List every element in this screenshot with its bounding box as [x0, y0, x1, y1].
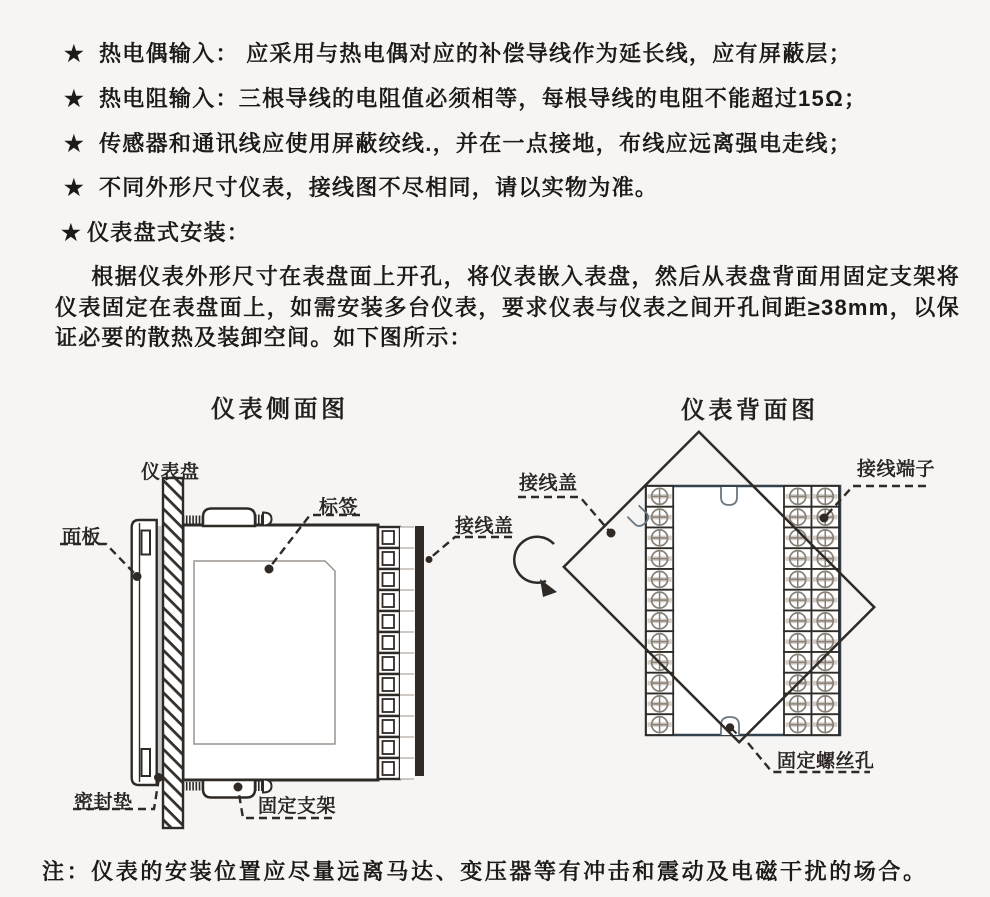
- bezel-clip-top: [142, 531, 151, 555]
- bullet-text: 热电偶输入： 应采用与热电偶对应的补偿导线作为延长线，应有屏蔽层；: [99, 41, 853, 66]
- bullet-thermocouple: [64, 41, 852, 67]
- label-terminals: 接线端子: [857, 459, 936, 480]
- bullet-text: 热电阻输入：三根导线的电阻值必须相等，每根导线的电阻不能超过15Ω；: [99, 86, 868, 111]
- bullet-text: 不同外形尺寸仪表，接线图不尽相同，请以实物为准。: [99, 175, 659, 200]
- side-terminal-guides: [400, 527, 414, 779]
- mount-notch: [721, 487, 737, 505]
- bullet-panel-mount: [61, 220, 250, 246]
- top-screw-thread: [184, 516, 203, 525]
- star-icon: ★: [64, 41, 84, 66]
- label-terminal-cover-back: 接线盖: [519, 473, 578, 494]
- label-terminal-cover-side: 接线盖: [455, 516, 514, 537]
- bottom-screw-thread: [184, 782, 203, 791]
- side-view-title: 仪表侧面图: [211, 397, 349, 423]
- label-front-panel: 面板: [62, 527, 102, 548]
- terminal-cover-pointer: [429, 537, 512, 559]
- bullet-dimensions: [64, 175, 658, 201]
- bullet-rtd: [64, 86, 867, 112]
- label-seal-gasket: 密封垫: [74, 792, 133, 813]
- install-note: 注：仪表的安装位置应尽量远离马达、变压器等有冲击和震动及电磁干扰的场合。: [42, 859, 928, 884]
- front-bezel: [132, 520, 157, 785]
- bullet-text: 仪表盘式安装：: [87, 220, 251, 245]
- bottom-fixing-bracket: [203, 780, 255, 798]
- back-view-title: 仪表背面图: [681, 398, 819, 424]
- top-screw-tip: [256, 515, 262, 525]
- rotation-arrow-head: [540, 579, 557, 597]
- bezel-clip-bottom: [142, 749, 151, 776]
- star-icon: ★: [64, 131, 84, 156]
- star-icon: ★: [64, 86, 84, 111]
- side-terminal-block: [378, 527, 400, 779]
- star-icon: ★: [61, 220, 81, 245]
- cover-pointer: [518, 497, 610, 532]
- top-fixing-bracket: [203, 509, 255, 527]
- star-icon: ★: [64, 175, 84, 200]
- mounting-paragraph: 根据仪表外形尺寸在表盘面上开孔，将仪表嵌入表盘，然后从表盘背面用固定支架将仪表固定在表盘面上，如需安装多台仪表，要求仪表与仪表之间开孔间距≥38mm，以保证必要的散热及装卸空间。如下图所示：: [55, 264, 960, 351]
- terminal-cover-bar: [415, 526, 424, 776]
- panel-wall: [163, 478, 183, 828]
- bottom-screw-tip: [256, 782, 262, 792]
- bullet-sensor-wiring: [64, 131, 852, 157]
- top-screw-head: [263, 513, 272, 526]
- label-area: [194, 561, 335, 744]
- label-label-tag: 标签: [319, 497, 359, 518]
- label-panel-board: 仪表盘: [141, 462, 200, 483]
- label-fixing-bracket: 固定支架: [258, 796, 337, 817]
- rotation-arrow-arc: [514, 537, 554, 583]
- label-screw-hole: 固定螺丝孔: [777, 751, 875, 772]
- bullet-text: 传感器和通讯线应使用屏蔽绞线.，并在一点接地，布线应远离强电走线；: [99, 131, 853, 156]
- side-view-diagram: [40, 440, 520, 845]
